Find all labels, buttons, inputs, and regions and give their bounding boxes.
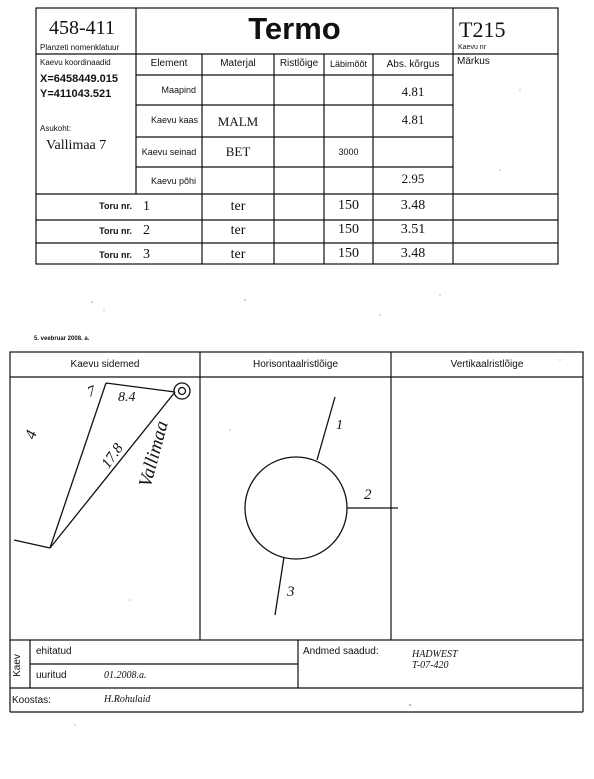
pipe-label: Toru nr. bbox=[99, 226, 132, 236]
pipe-height: 3.48 bbox=[400, 246, 426, 261]
pipe-label-1: 1 bbox=[336, 418, 343, 433]
pipe-line-1 bbox=[317, 397, 335, 460]
sketch-label-b: 8.4 bbox=[118, 390, 136, 405]
street-label: Vallimaa bbox=[135, 418, 173, 490]
sketch-label-c: 4 bbox=[22, 428, 41, 442]
pipe-label: Toru nr. bbox=[99, 250, 132, 260]
row-material: BET bbox=[225, 144, 251, 159]
pipe-number: 1 bbox=[143, 199, 150, 214]
coords-label: Kaevu koordinaadid bbox=[40, 58, 111, 67]
col-header-horizontal: Horisontaalristlõige bbox=[252, 359, 339, 370]
pipe-label-2: 2 bbox=[364, 487, 372, 503]
kaev-label: Kaev bbox=[11, 654, 23, 677]
location-value: Vallimaa 7 bbox=[46, 138, 107, 153]
header-element: Element bbox=[150, 58, 188, 69]
pipe-diameter: 150 bbox=[338, 246, 359, 261]
pipe-height: 3.48 bbox=[400, 198, 426, 213]
well-number-label: Kaevu nr bbox=[458, 44, 487, 51]
pipe-label: Toru nr. bbox=[99, 201, 132, 211]
remarks-label: Märkus bbox=[457, 56, 490, 67]
site-sketch bbox=[14, 383, 190, 548]
header-diameter: Läbimõõt bbox=[329, 59, 368, 69]
pipe-diameter: 150 bbox=[338, 198, 359, 213]
horizontal-section-drawing bbox=[245, 397, 398, 615]
pipe-number: 2 bbox=[143, 223, 150, 238]
pipe-number: 3 bbox=[143, 247, 150, 262]
date-note: 5. veebruar 2008. a. bbox=[34, 336, 90, 342]
pipe-material: ter bbox=[230, 223, 246, 238]
pipe-line-3 bbox=[275, 557, 284, 615]
col-header-vertical: Vertikaalristlõige bbox=[450, 359, 524, 370]
compiled-label: Koostas: bbox=[12, 695, 51, 706]
pipe-material: ter bbox=[230, 247, 246, 262]
header-section: Ristlõige bbox=[279, 58, 319, 69]
pipe-material: ter bbox=[230, 199, 246, 214]
surveyed-label: uuritud bbox=[36, 670, 67, 681]
location-label: Asukoht: bbox=[40, 124, 72, 133]
coord-x: X=6458449.015 bbox=[40, 73, 118, 85]
nomenclature-label: Planzeti nomenklatuur bbox=[40, 43, 120, 52]
row-element: Kaevu põhi bbox=[150, 176, 196, 186]
pipe-height: 3.51 bbox=[400, 222, 426, 237]
row-material: MALM bbox=[217, 114, 259, 129]
built-label: ehitatud bbox=[36, 646, 72, 657]
surveyed-value: 01.2008.a. bbox=[104, 670, 147, 681]
sketch-label-d: 17.8 bbox=[98, 440, 127, 472]
header-height: Abs. kõrgus bbox=[386, 59, 440, 70]
row-height: 4.81 bbox=[401, 84, 425, 99]
pipe-diameter: 150 bbox=[338, 222, 359, 237]
nomenclature-number: 458-411 bbox=[49, 17, 115, 39]
pipe-label-3: 3 bbox=[287, 584, 295, 600]
row-diameter: 3000 bbox=[338, 147, 359, 157]
data-from-line1: HADWEST bbox=[412, 649, 458, 660]
row-element: Kaevu seinad bbox=[141, 147, 197, 157]
coord-y: Y=411043.521 bbox=[40, 88, 112, 100]
page-title: Termo bbox=[248, 11, 341, 46]
row-height: 4.81 bbox=[401, 112, 425, 127]
header-material: Materjal bbox=[220, 58, 256, 69]
well-number: T215 bbox=[459, 17, 506, 42]
row-element: Kaevu kaas bbox=[150, 115, 198, 125]
col-header-connections: Kaevu sidemed bbox=[70, 359, 140, 370]
compiled-value: H.Rohulaid bbox=[104, 694, 151, 705]
data-from-label: Andmed saadud: bbox=[303, 646, 379, 657]
sketch-label-a: 7 bbox=[85, 383, 98, 401]
well-circle bbox=[245, 457, 347, 559]
row-element: Maapind bbox=[161, 85, 196, 95]
data-from-line2: T-07-420 bbox=[412, 660, 449, 671]
row-height: 2.95 bbox=[401, 171, 425, 186]
